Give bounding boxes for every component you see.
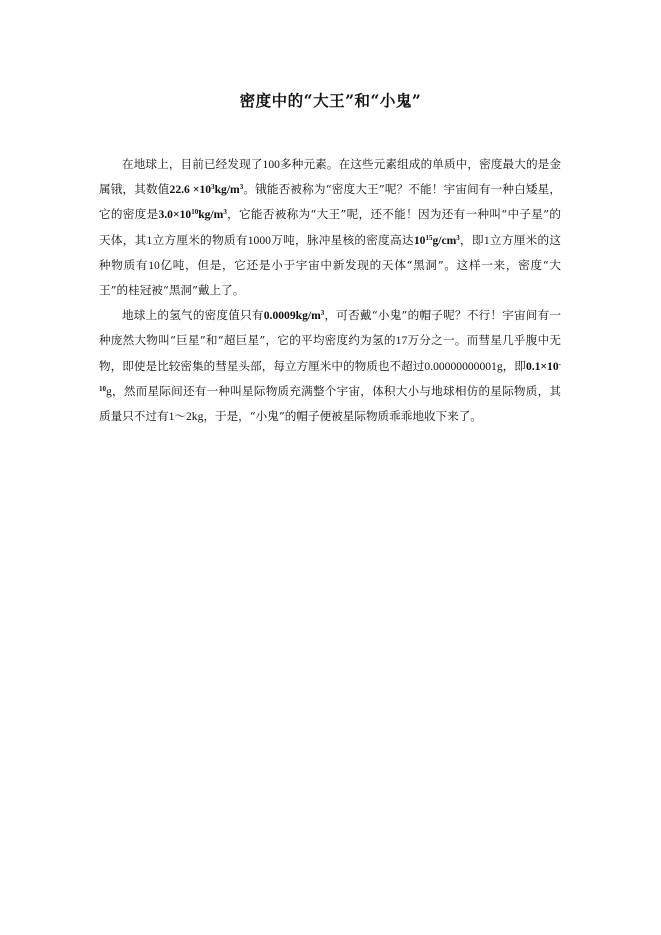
text-segment: 立方厘米的物质有 [152,232,248,247]
mass-range: 1～2kg [168,410,204,424]
unit: g [106,384,112,398]
text-segment: ，可否戴“小鬼”的帽子呢？不行！宇宙间有一种庞然大物叫“巨星”和“超巨星”，它的平均密度约为氢的 [99,308,561,348]
text-segment: ，即 [459,232,484,247]
pulsar-density-value: $10^{15}g/cm^3$ [413,233,460,247]
text-segment: 多种元素。在这些元素组成的单质中，密度最大的是金属锇，其数值 [99,157,561,197]
document-title: 密度中的“大王”和“小鬼” [239,91,422,110]
comet-mass-scientific: $0.1\times 10^{-10}$ [99,359,561,393]
text-segment: 。锇能否被称为“密度大王”呢？不能！宇宙间有一种白矮星，它的密度是 [99,182,561,222]
number: 1000 [247,233,271,247]
number: 17 [395,334,408,348]
text-segment: ，即 [502,358,526,373]
text-segment: ，于是，“小鬼”的帽子便被星际物质乖乖地收下来了。 [203,409,482,424]
text-segment: ，它能否被称为“大王”呢，还不能！因为还有一种叫“中子星”的天体，其 [99,207,561,247]
hydrogen-density-value: $0.0009kg/m^3$ [263,309,325,323]
text-segment: 在地球上，目前已经发现了 [122,157,263,171]
text-segment: 地球上的氢气的密度值只有 [122,308,264,323]
text-segment: 万分之一。而彗星几乎腹中无物，即使是比较密集的彗星头部，每立方厘米中的物质也不超过 [99,333,561,373]
number: 10 [148,258,160,272]
white-dwarf-density-value: $3.0\times 10^{10}kg/m^3$ [158,208,227,222]
document-body [99,152,561,429]
number: 100 [262,158,280,171]
text-segment: ，然而星际间还有一种叫星际物质充满整个宇宙，体积大小与地球相仿的星际物质，其质量只不过有 [99,383,561,424]
number: 1 [483,233,490,247]
number: 1 [146,233,153,247]
text-segment: 立方厘米的这种物质有 [99,232,561,272]
paragraph-1 [99,152,561,303]
paragraph-2 [99,303,561,429]
osmium-density-value: $22.6 \times 10^3kg/m^3$ [169,183,244,197]
text-segment: 亿吨，但是，它还是小于宇宙中新发现的天体“黑洞”。这样一来，密度“大王”的桂冠被“黑洞”戴上了。 [99,257,561,298]
comet-mass-value: 0.00000000001g [424,359,503,373]
text-segment: 万吨，脉冲星核的密度高达 [270,232,414,247]
